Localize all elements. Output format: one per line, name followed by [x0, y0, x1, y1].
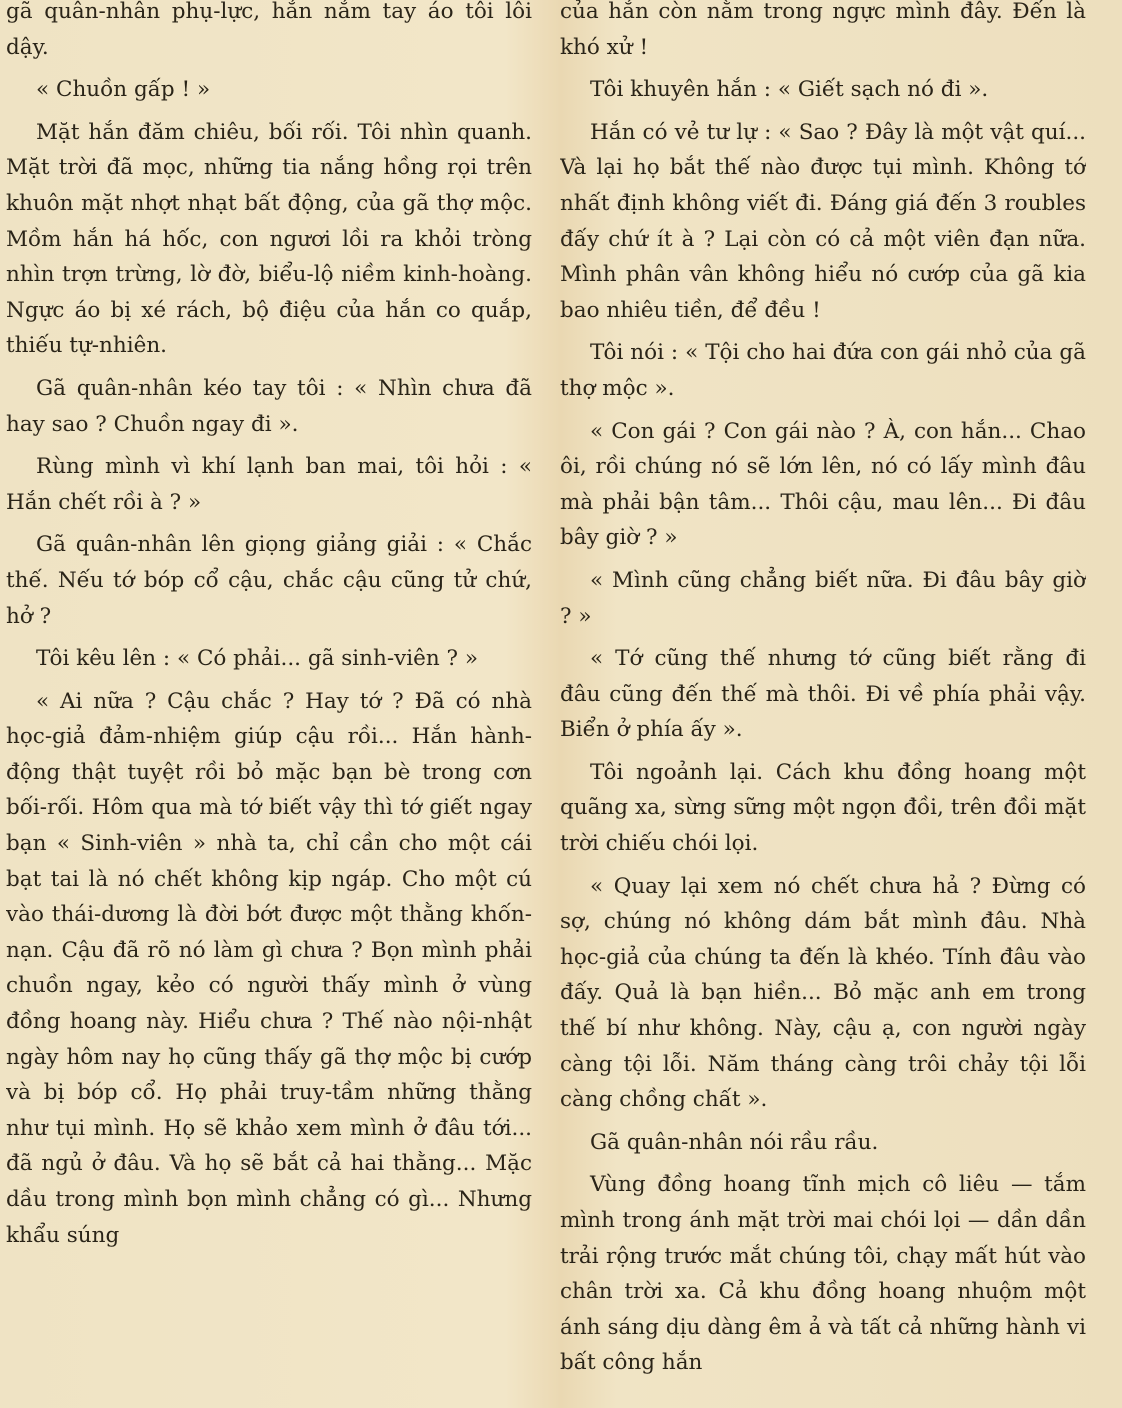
paragraph: Tôi kêu lên : « Có phải... gã sinh-viên ? »	[36, 646, 479, 672]
right-text-column	[560, 0, 1086, 1408]
paragraph: « Ai nữa ? Cậu chắc ? Hay tớ ? Đã có nhà học-giả đảm-nhiệm giúp cậu rồi... Hắn hành-động thật tuyệt rồi bỏ mặc bạn bè trong cơn bối-rối. Hôm qua mà tớ biết vậy thì tớ giết ngay bạn « Sinh-viên » nhà ta, chỉ cần cho một cái bạt tai là nó chết không kịp ngáp. Cho một cú vào thái-dương là đời bớt được một thằng khốn-nạn. Cậu đã rõ nó làm gì chưa ? Bọn mình phải chuồn ngay, kẻo có người thấy mình ở vùng đồng hoang này. Hiểu chưa ? Thế nào nội-nhật ngày hôm nay họ cũng thấy gã thợ mộc bị cướp và bị bóp cổ. Họ phải truy-tầm những thằng như tụi mình. Họ sẽ khảo xem mình ở đâu tới... đã ngủ ở đâu. Và họ sẽ bắt cả hai thằng... Mặc dầu trong mình bọn mình chẳng có gì... Nhưng khẩu súng	[6, 688, 532, 1248]
paragraph: Rùng mình vì khí lạnh ban mai, tôi hỏi : « Hắn chết rồi à ? »	[6, 454, 532, 515]
paragraph: gã quân-nhân phụ-lực, hắn nắm tay áo tôi lôi dậy.	[6, 0, 532, 60]
paragraph: Tôi khuyên hắn : « Giết sạch nó đi ».	[590, 77, 989, 103]
paragraph: Tôi nói : « Tội cho hai đứa con gái nhỏ của gã thợ mộc ».	[560, 340, 1086, 401]
paragraph: « Mình cũng chẳng biết nữa. Đi đâu bây giờ ? »	[560, 567, 1086, 629]
paragraph: Tôi ngoảnh lại. Cách khu đồng hoang một quãng xa, sừng sững một ngọn đồi, trên đồi mặt trời chiếu chói lọi.	[560, 759, 1086, 857]
paragraph: Vùng đồng hoang tĩnh mịch cô liêu — tắm mình trong ánh mặt trời mai chói lọi — dần dần trải rộng trước mắt chúng tôi, chạy mất hút vào chân trời xa. Cả khu đồng hoang nhuộm một ánh sáng dịu dàng êm ả và tất cả những hành vi bất công hắn	[560, 1172, 1086, 1376]
paragraph: Mặt hắn đăm chiêu, bối rối. Tôi nhìn quanh. Mặt trời đã mọc, những tia nắng hồng rọi trên khuôn mặt nhợt nhạt bất động, của gã thợ mộc. Mồm hắn há hốc, con ngươi lồi ra khỏi tròng nhìn trợn trừng, lờ đờ, biểu-lộ niềm kinh-hoàng. Ngực áo bị xé rách, bộ điệu của hắn co quắp, thiếu tự-nhiên.	[6, 119, 532, 359]
left-text-column	[6, 0, 532, 1408]
paragraph: của hắn còn nằm trong ngực mình đây. Đến là khó xử !	[560, 0, 1086, 60]
paragraph: Gã quân-nhân kéo tay tôi : « Nhìn chưa đã hay sao ? Chuồn ngay đi ».	[6, 375, 532, 437]
paragraph: « Tớ cũng thế nhưng tớ cũng biết rằng đi đâu cũng đến thế mà thôi. Đi về phía phải vậy. Biển ở phía ấy ».	[560, 646, 1086, 743]
paragraph: Gã quân-nhân nói rầu rầu.	[590, 1129, 879, 1155]
paragraph: Hắn có vẻ tư lự : « Sao ? Đây là một vật quí... Và lại họ bắt thế nào được tụi mình. Không tớ nhất định không viết đi. Đáng giá đến 3 roubles đấy chứ ít à ? Lại còn có cả một viên đạn nữa. Mình phân vân không hiểu nó cướp của gã kia bao nhiêu tiền, để đều !	[560, 119, 1086, 323]
paragraph: « Chuồn gấp ! »	[36, 77, 211, 103]
paragraph: « Quay lại xem nó chết chưa hả ? Đừng có sợ, chúng nó không dám bắt mình đâu. Nhà học-giả của chúng ta đến là khéo. Tính đâu vào đấy. Quả là bạn hiền... Bỏ mặc anh em trong thế bí như không. Này, cậu ạ, con người ngày càng tội lỗi. Năm tháng càng trôi chảy tội lỗi càng chồng chất ».	[560, 873, 1086, 1113]
paragraph: Gã quân-nhân lên giọng giảng giải : « Chắc thế. Nếu tớ bóp cổ cậu, chắc cậu cũng tử chứ, hở ?	[6, 532, 532, 629]
paragraph: « Con gái ? Con gái nào ? À, con hắn... Chao ôi, rồi chúng nó sẽ lớn lên, nó có lấy mình đâu mà phải bận tâm... Thôi cậu, mau lên... Đi đâu bây giờ ? »	[560, 418, 1086, 551]
